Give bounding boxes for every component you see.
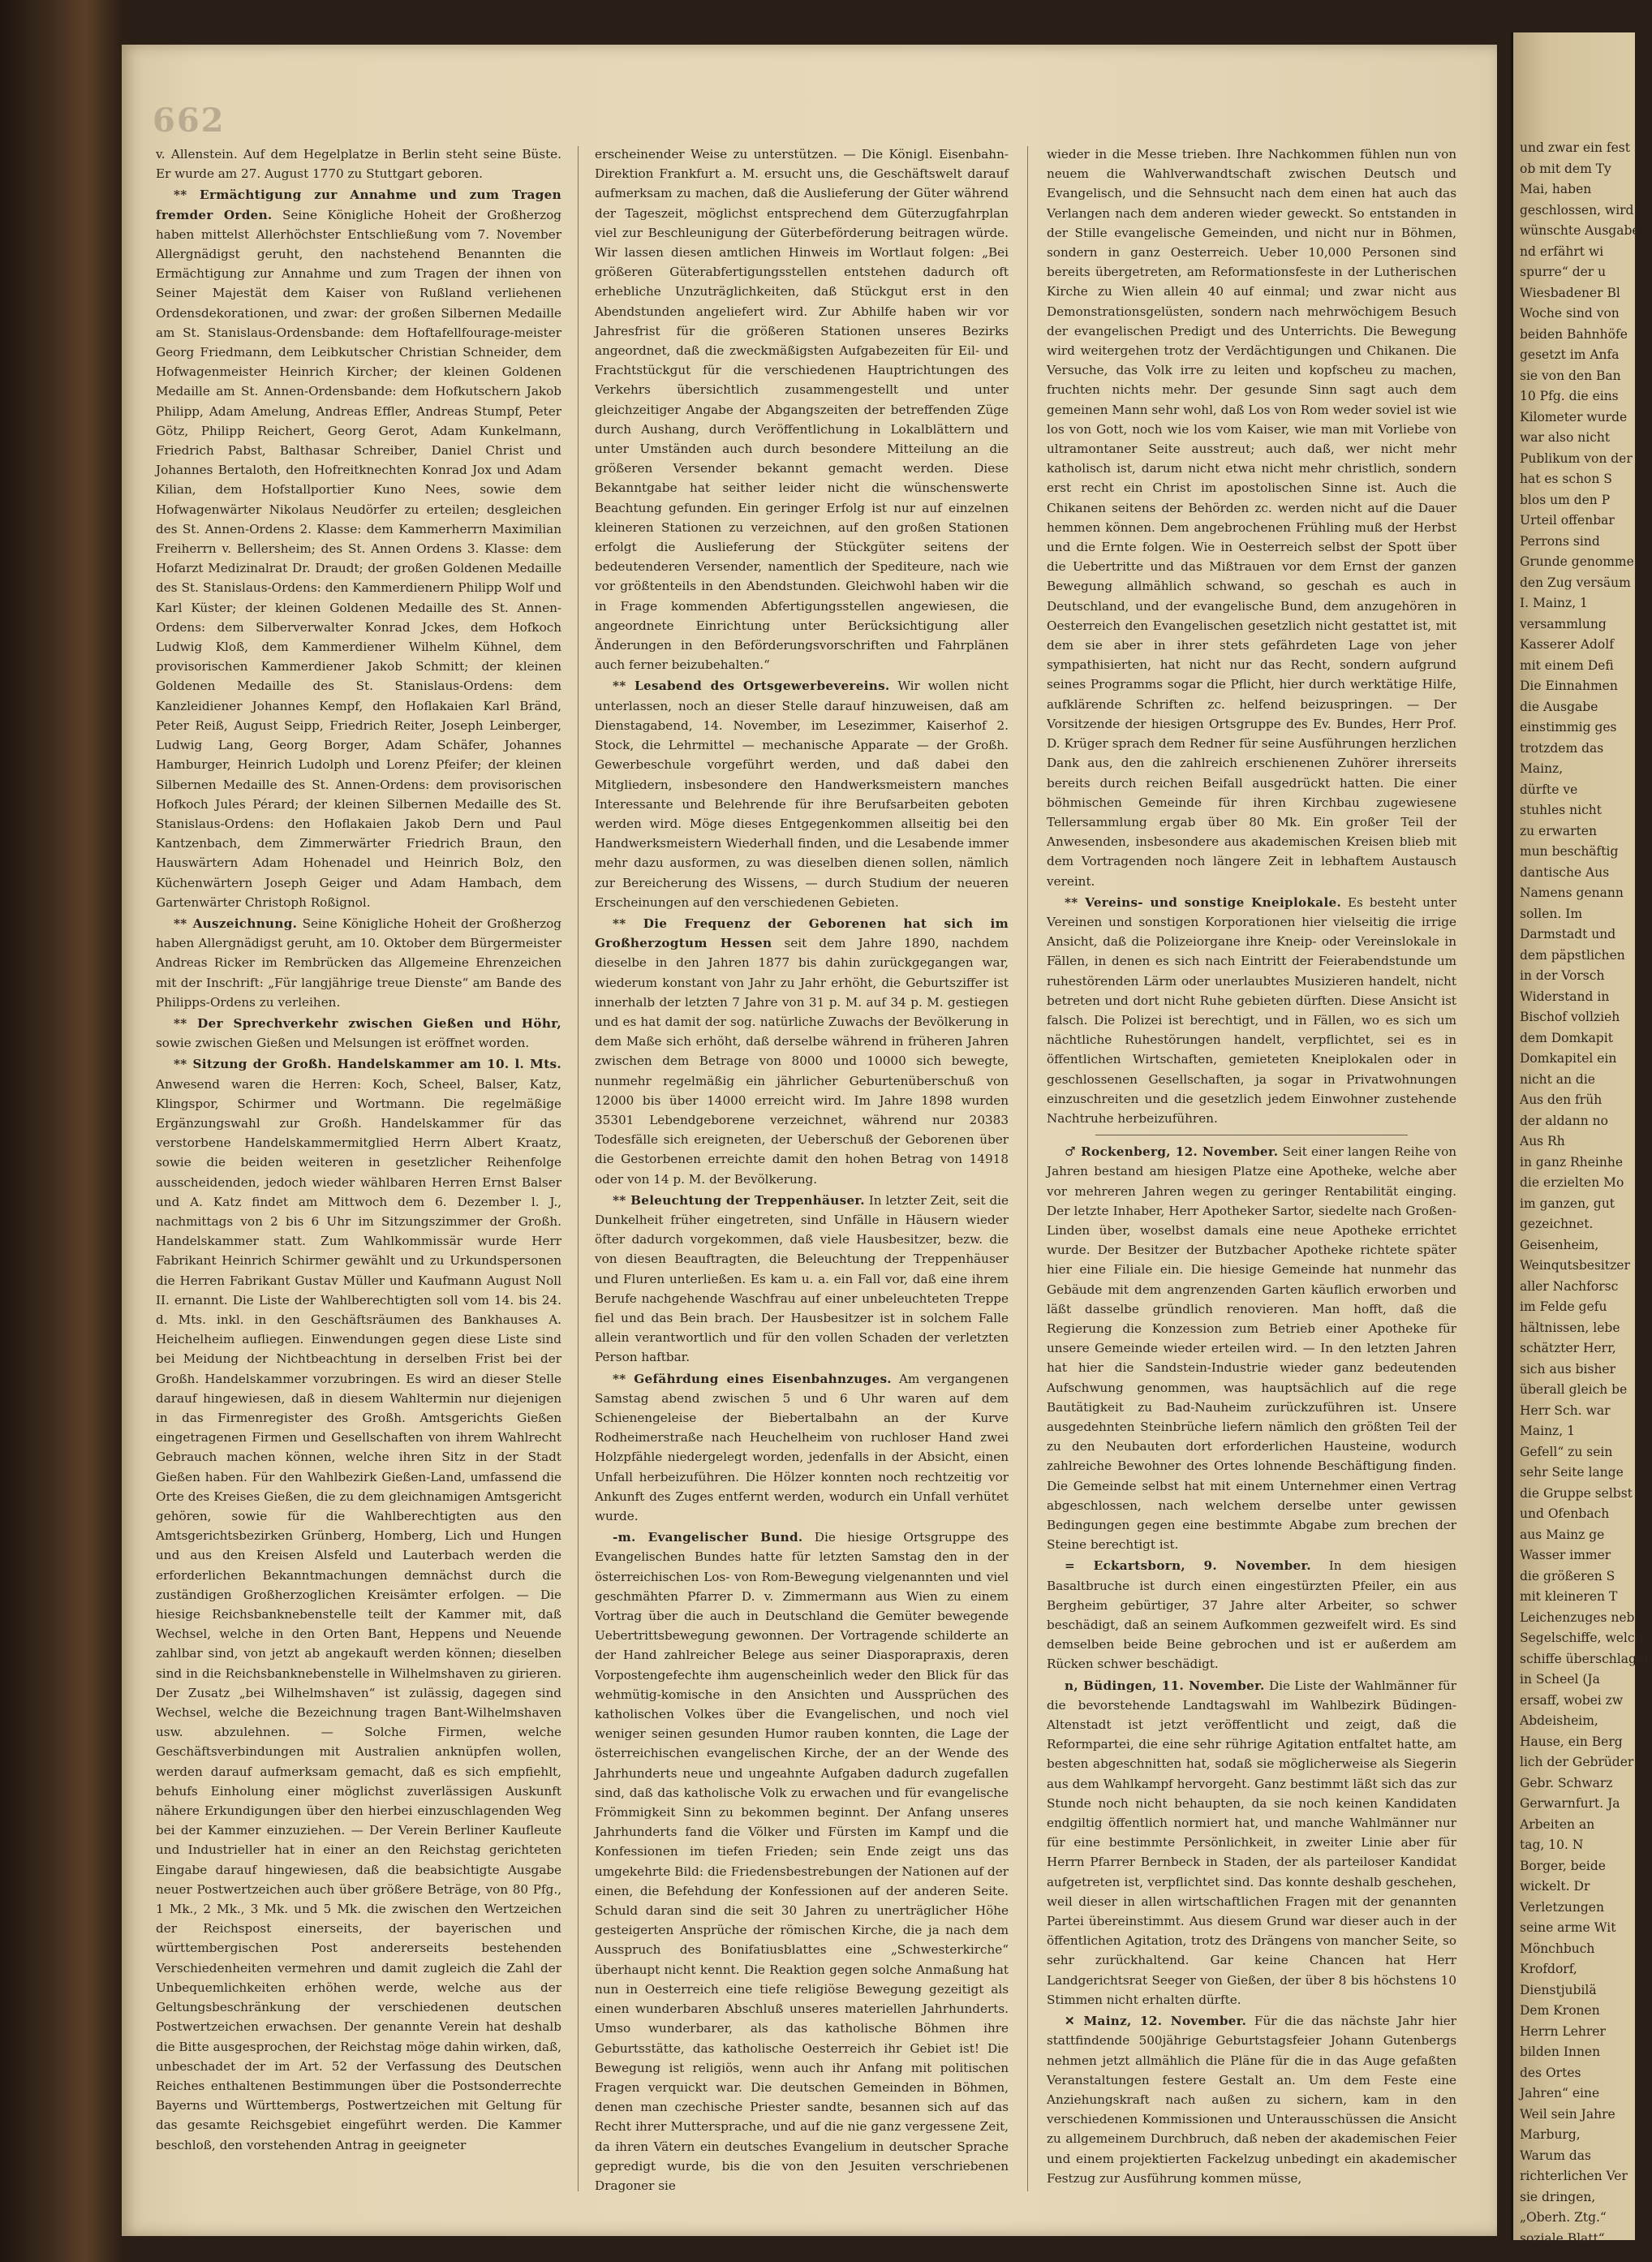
article-paragraph [1047, 1676, 1456, 2010]
article-paragraph [595, 1369, 1009, 1527]
next-page-line: Kilometer wurde [1520, 409, 1628, 424]
article-text: Wir wollen nicht unterlassen, noch an dieser Stelle darauf hinzuweisen, daß am Dienstagabend, 14. November, im Lesezimmer, Kaiserhof 2. Stock, die Lehrmittel — mechanische Apparate — der Großh. Gewerbeschule vorgeführt werden, und daß dabei den Mitgliedern, insbesondere den Handwerksmeistern manches Interessante und Belehrende für ihre Berufsarbeiten geboten werden wird. Möge dieses Entgegenkommen allseitig bei den Handwerksmeistern Wiederhall finden, und die Lesabende immer mehr dazu ausformen, zu was dieselben dienen sollen, nämlich zur Bereicherung des Wissens, — durch Studium der neueren Erscheinungen auf den verschiedenen Gebieten. [595, 679, 1009, 910]
next-page-line: richterlichen Ver [1520, 2169, 1628, 2183]
next-page-line: schiffe überschlagen [1520, 1651, 1652, 1666]
next-page-line: der aldann no [1520, 1113, 1608, 1128]
next-page-line: Mainz, 1 [1520, 1424, 1575, 1438]
article-paragraph [1047, 2011, 1456, 2188]
article-paragraph [1047, 144, 1456, 891]
next-page-line: aller Nachforsc [1520, 1278, 1619, 1294]
next-page-line: mit kleineren T [1520, 1589, 1618, 1604]
next-page-line: Aus den früh [1520, 1092, 1603, 1107]
article-headline: ** Der Sprechverkehr zwischen Gießen und Höhr, [174, 1015, 561, 1031]
article-headline: ** Vereins- und sonstige Kneiplokale. [1065, 894, 1342, 910]
article-text: Die hiesige Ortsgruppe des Evangelischen Bundes hatte für letzten Samstag den in der österreichischen Los- von Rom-Bewegung vielgenannten und viel geschmähten Pfarrer D. v. Zimmermann aus Wien zu einem Vortrag über die auch in Deutschland die Gemüter bewegende Uebertrittsbewegung gewonnen. Der Vortragende schilderte an der Hand zahlreicher Belege aus seiner Diasporapraxis, deren Vorpostengefechte ihm augenscheinlich weder den Blick für das wehmütig-komische in den Ansichten und Aussprüchen des katholischen Volkes über die Evangelischen, und noch viel weniger seinen gesunden Humor rauben konnten, die Lage der österreichischen evangelischen Kirche, der an der Wende des Jahrhunderts neue und ungeahnte Aufgaben dadurch zugefallen sind, daß das katholische Volk zu erwachen und für evangelische Frömmigkeit Sinn zu bekommen beginnt. Der Anfang unseres Jahrhunderts fand die Völker und Fürsten im Kampf und die Konfessionen im tiefen Frieden; sein Ende zeigt uns das umgekehrte Bild: die Friedensbestrebungen der Nationen auf der einen, die Befehdung der Konfessionen auf der anderen Seite. Schuld daran sind die seit 30 Jahren zu unerträglicher Höhe gesteigerten Ansprüche der römischen Kirche, die ja nach dem Ausspruch des Bonifatiusblattes eine „Schwesterkirche“ überhaupt nicht kennt. Die Reaktion gegen solche Anmaßung hat nun in Oesterreich eine tiefe religiöse Bewegung gezeitigt als einen wunderbaren Abschluß unseres materiellen Jahrhunderts. Umso wunderbarer, als das katholische Böhmen ihre Geburtsstätte, das katholische Oesterreich ihr Gebiet ist! Die Bewegung ist religiös, wenn auch ihr Anfang mit politischen Fragen verquickt war. Die deutschen Gemeinden in Böhmen, denen man czechische Priester sandte, besannen sich auf das Recht ihrer Muttersprache, und auf die nie ganz vergessene Zeit, da ihren Vätern ein deutsches Evangelium in deutscher Sprache gepredigt wurde, bis die von den Jesuiten verschriebenen Dragoner sie [595, 1530, 1009, 2193]
next-page-line: hältnissen, lebe [1520, 1320, 1620, 1335]
article-text: Es besteht unter Vereinen und sonstigen Korporationen hier vielseitig die irrige Ansicht, daß die Polizeiorgane ihre Kneip- oder Vereinslokale in Fällen, in denen es sich nach Eintritt der Feierabendstunde um ruhestörenden Lärm oder unerlaubtes Musizieren handelt, nicht betreten und dort nicht Ruhe gebieten dürften. Diese Ansicht ist falsch. Die Polizei ist berechtigt, und in Fällen, wo es sich um nächtliche Ruhestörungen handelt, verpflichtet, sei es in öffentlichen Wirtschaften, gemieteten Kneiplokalen oder in geschlossenen Gesellschaften, ja sogar in Privatwohnungen einzuschreiten und die gesetzlich jedem Einwohner zustehende Nachtruhe herbeizuführen. [1047, 894, 1456, 1126]
next-page-line: „Oberh. Ztg.“ [1520, 2210, 1607, 2225]
page-mark: 662 [153, 101, 226, 140]
article-paragraph [1047, 1142, 1456, 1554]
next-page-line: wickelt. Dr [1520, 1879, 1590, 1894]
next-page-line: lich der Gebrüder [1520, 1755, 1634, 1769]
article-paragraph [1047, 1556, 1456, 1674]
next-page-line: in ganz Rheinhe [1520, 1154, 1624, 1170]
next-page-line: sie von den Ban [1520, 368, 1621, 383]
next-page-line: Grunde genomme [1520, 554, 1634, 569]
next-page-line: dürfte ve [1520, 782, 1578, 797]
article-text: Seit einer langen Reihe von Jahren bestand am hiesigen Platze eine Apotheke, welche aber vor mehreren Jahren wegen zu geringer Rentabilität einging. Der letzte Inhaber, Herr Apotheker Sartor, siedelte nach Großen-Linden über, woselbst damals eine neue Apotheke errichtet wurde. Der Besitzer der Butzbacher Apotheke richtete später hier eine Filiale ein. Die hiesige Gemeinde hat nunmehr das Gebäude mit dem angrenzenden Garten käuflich erworben und läßt dasselbe gründlich renovieren. Man hofft, daß die Regierung die Konzession zum Betrieb einer Apotheke für unsere Gemeinde wieder erteilen wird. — In den letzten Jahren hat hier die Sandstein-Industrie wieder ganz bedeutenden Aufschwung genommen, was hauptsächlich auf die rege Bautätigkeit zu Bad-Nauheim zurückzuführen ist. Unsere ausgedehnten Steinbrüche liefern nämlich den größten Teil der zu den Neubauten dort erforderlichen Hausteine, wodurch zahlreiche Bewohner des Ortes lohnende Beschäftigung finden. Die Gemeinde selbst hat mit einem Unternehmer einen Vertrag abgeschlossen, nach welchem derselbe unter gewissen Bedingungen gegen eine bestimmte Abgabe zum brechen der Steine berechtigt ist. [1047, 1144, 1457, 1553]
article-paragraph [595, 1527, 1009, 2195]
next-page-line: beiden Bahnhöfe [1520, 326, 1628, 342]
next-page-line: Krofdorf, [1520, 1962, 1577, 1976]
next-page-line: Mai, haben [1520, 182, 1592, 196]
next-page-line: Segelschiffe, welch [1520, 1631, 1643, 1645]
article-paragraph [156, 1054, 561, 2154]
next-page-line: einstimmig ges [1520, 720, 1617, 735]
next-page-line: Verletzungen [1520, 1899, 1604, 1915]
article-paragraph [1047, 893, 1456, 1128]
next-page-line: bilden Innen [1520, 2044, 1601, 2059]
article-headline: = Eckartsborn, 9. November. [1065, 1558, 1311, 1574]
next-page-strip [1511, 32, 1652, 2246]
article-text: Die Liste der Wahlmänner für die bevorstehende Landtagswahl im Wahlbezirk Büdingen-Altenstadt ist jetzt veröffentlicht und zeigt, daß die Reformpartei, die eine sehr rührige Agitation entfaltet hatte, am besten abgeschnitten hat, sodaß sie möglicherweise als Siegerin aus dem Wahlkampf hervorgeht. Ganz bestimmt läßt sich das zur Stunde noch nicht behaupten, da sie noch keinen Kandidaten endgiltig öffentlich normiert hat, und manche Wahlmänner nur für eine bestimmte Persönlichkeit, in zweiter Linie aber für Herrn Pfarrer Bernbeck in Staden, der als parteiloser Kandidat aufgetreten ist, verpflichtet sind. Das konnte deshalb geschehen, weil dieser in allen wirtschaftlichen Fragen mit der genannten Partei übereinstimmt. Aus diesem Grund war dieser auch in der öffentlichen Agitation, trotz des Drängens von mancher Seite, so sehr zurückhaltend. Gar keine Chancen hat Herr Landgerichtsrat Seeger von Gießen, der über 8 bis höchstens 10 Stimmen nicht erhalten dürfte. [1047, 1678, 1456, 2007]
next-page-line: Namens genann [1520, 885, 1624, 900]
next-page-line: 10 Pfg. die eins [1520, 389, 1619, 403]
next-page-line: trotzdem das [1520, 740, 1604, 756]
next-page-line: stuhles nicht [1520, 803, 1602, 817]
article-paragraph [156, 1014, 561, 1053]
article-headline: ** Sitzung der Großh. Handelskammer am 10. l. Mts. [174, 1057, 561, 1072]
book-binding [0, 0, 122, 2262]
column-rule-2 [1027, 146, 1028, 2191]
article-text: Seine Königliche Hoheit der Großherzog haben Allergnädigst geruht, am 10. Oktober dem Bürgermeister Andreas Ricker im Rembrücken das Allgemeine Ehrenzeichen mit der Inschrift: „Für langjährige treue Dienste“ am Bande des Philipps-Ordens zu verleihen. [156, 916, 561, 1010]
next-page-line: in Scheel (Ja [1520, 1672, 1600, 1687]
next-page-line: Darmstadt und [1520, 927, 1616, 941]
next-page-line: sich aus bisher [1520, 1361, 1616, 1377]
next-page-line: im ganzen, gut [1520, 1196, 1615, 1211]
article-paragraph [156, 144, 561, 183]
next-page-line: des Ortes [1520, 2065, 1581, 2080]
next-page-line: I. Mainz, 1 [1520, 596, 1588, 610]
next-page-line: Domkapitel ein [1520, 1051, 1617, 1066]
article-headline: ** Lesabend des Ortsgewerbevereins. [613, 679, 890, 694]
next-page-line: Gerwarnfurt. Ja [1520, 1796, 1620, 1811]
next-page-line: Herr Sch. war [1520, 1402, 1611, 1418]
article-text: sowie zwischen Gießen und Melsungen ist eröffnet worden. [156, 1036, 530, 1051]
next-page-line: mit einem Defi [1520, 657, 1614, 673]
article-text: Am vergangenen Samstag abend zwischen 5 und 6 Uhr waren auf dem Schienengeleise der Biebertalbahn an der Kurve Rodheimerstraße nach Heuchelheim von ruchloser Hand zwei Holzpfähle niedergelegt worden, jedenfalls in der Absicht, einen Unfall herbeizuführen. Die Hölzer konnten noch rechtzeitig vor Ankunft des Zuges entfernt werden, wodurch ein Unfall verhütet wurde. [595, 1371, 1009, 1524]
next-page-line: Publikum von der [1520, 450, 1633, 466]
next-page-line: Dienstjubilä [1520, 1982, 1597, 1997]
article-headline: ** Auszeichnung. [174, 916, 298, 931]
article-headline: ** Gefährdung eines Eisenbahnzuges. [613, 1371, 892, 1386]
article-text: In dem hiesigen Basaltbruche ist durch einen eingestürzten Pfeiler, ein aus Bergheim gebürtiger, 37 Jahre alter Arbeiter, so schwer beschädigt, daß an seinem Aufkommen gezweifelt wird. Es sind demselben beide Beine gebrochen und ist er außerdem am Rücken schwer beschädigt. [1047, 1558, 1456, 1672]
article-paragraph [595, 914, 1009, 1189]
next-page-line: hat es schon S [1520, 472, 1612, 486]
article-headline: n, Büdingen, 11. November. [1065, 1678, 1265, 1693]
next-page-line: Widerstand in [1520, 989, 1610, 1004]
next-page-line: Gefell“ zu sein [1520, 1444, 1613, 1459]
next-page-line: nd erfährt wi [1520, 243, 1604, 259]
next-page-line: Urteil offenbar [1520, 513, 1615, 528]
next-page-line: Herrn Lehrer [1520, 2023, 1606, 2039]
next-page-line: Weinqutsbesitzer [1520, 1258, 1630, 1273]
next-page-line: Gebr. Schwarz [1520, 1775, 1613, 1790]
article-paragraph [595, 1191, 1009, 1368]
article-headline: ✕ Mainz, 12. November. [1065, 2014, 1247, 2029]
next-page-line: Geisenheim, [1520, 1237, 1599, 1252]
next-page-line: ersaff, wobei zw [1520, 1692, 1624, 1708]
article-text: wieder in die Messe trieben. Ihre Nachkommen fühlen nun von neuem die Wahlverwandtschaft zwischen Deutsch und Evangelisch, und die Sehnsucht nach dem einen hat auch das Verlangen nach dem anderen wieder geweckt. So entstanden in der Stille evangelische Gemeinden, und nicht nur in Böhmen, sondern in ganz Oesterreich. Ueber 10,000 Personen sind bereits übergetreten, am Reformationsfeste in der Lutherischen Kirche zu Wien allein 40 auf einmal; und zwar nicht aus Demonstrationsgelüsten, sondern nach mehrwöchigem Besuch der evangelischen Predigt und des Unterrichts. Die Bewegung wird weitergehen trotz der Verdächtigungen und Chikanen. Die Versuche, das Volk irre zu leiten und kopfscheu zu machen, fruchten nichts mehr. Der gesunde Sinn sagt auch dem gemeinen Mann sehr wohl, daß Los von Rom weder soviel ist wie los von Gott, noch wie los vom Kaiser, wie man mit Vorliebe von ultramontaner Seite ausstreut; auch daß, wer nicht mehr katholisch ist, darum nicht etwa nicht mehr christlich, sondern erst recht ein Christ im apostolischen Sinne ist. Auch die Chikanen seitens der Behörden zc. werden nicht auf die Dauer hemmen können. Dem angebrochenen Frühling muß der Herbst und die Ernte folgen. Wie in Oesterreich selbst der Spott über die Uebertritte und das Mißtrauen vor dem Ernst der ganzen Bewegung allmählich schwand, so geschah es auch in Deutschland, und der evangelische Bund, dem anzugehören in Oesterreich den Evangelischen gesetzlich nicht gestattet ist, mit dem sie aber in ihrer stets gefährdeten Lage von jeher sympathisierten, hat nicht nur das Recht, sondern aufgrund seines Programms sogar die Pflicht, hier durch werktätige Hilfe, aufklärende Schriften zc. helfend beizuspringen. — Der Vorsitzende der hiesigen Ortsgruppe des Ev. Bundes, Herr Prof. D. Krüger sprach dem Redner für seine Ausführungen herzlichen Dank aus, den die zahlreich erschienenen Zuhörer ihrerseits bereits durch reichen Beifall ausgedrückt hatten. Die einer böhmischen Gemeinde für ihren Kirchbau zugewiesene Tellersammlung ergab über 80 Mk. Ein großer Teil der Anwesenden, insbesondere aus akademischen Kreisen blieb mit dem Vortragenden noch längere Zeit in lebhaftem Austausch vereint. [1047, 147, 1456, 889]
next-page-line: Leichenzuges neb [1520, 1609, 1635, 1625]
article-headline: -m. Evangelischer Bund. [613, 1530, 803, 1545]
next-page-line: tag, 10. N [1520, 1838, 1584, 1852]
next-page-line: aus Mainz ge [1520, 1527, 1605, 1542]
article-paragraph [595, 676, 1009, 911]
next-page-line: wünschte Ausgabe [1520, 223, 1640, 238]
next-page-line: Perrons sind [1520, 533, 1600, 549]
next-page-line: zu erwarten [1520, 823, 1597, 838]
next-page-line: Abdeisheim, [1520, 1713, 1598, 1728]
next-page-line: Woche sind von [1520, 306, 1620, 321]
next-page-line: spurre“ der u [1520, 265, 1607, 279]
next-page-line: soziale Blatt“ [1520, 2230, 1605, 2246]
next-page-line: nicht an die [1520, 1071, 1595, 1087]
article-headline: ** Beleuchtung der Treppenhäuser. [613, 1192, 865, 1208]
next-page-line: dem Domkapit [1520, 1030, 1613, 1045]
article-headline: ** Die Frequenz der Geborenen hat sich im Großherzogtum Hessen [595, 916, 1009, 951]
next-page-line: gesetzt im Anfa [1520, 347, 1620, 362]
next-page-line: Borger, beide [1520, 1858, 1606, 1873]
next-page-line: Mönchbuch [1520, 1941, 1595, 1956]
article-text: Seine Königliche Hoheit der Großherzog haben mittelst Allerhöchster Entschließung vom 7. November Allergnädigst geruht, den nachstehend Benannten die Ermächtigung zur Annahme und zum Tragen der ihnen von Seiner Majestät dem Kaiser von Rußland verliehenen Ordensdekorationen, und zwar: der großen Silbernen Medaille am St. Stanislaus-Ordensbande: dem Hoftafellfourage-meister Georg Friedmann, dem Leibkutscher Christian Schneider, dem Hofwagenmeister Heinrich Kircher; der kleinen Goldenen Medaille am St. Annen-Ordensbande: dem Hofkutschern Jakob Philipp, Adam Amelung, Andreas Effler, Andreas Stumpf, Peter Götz, Philipp Reichert, Georg Gerot, Adam Kunkelmann, Friedrich Pabst, Balthasar Schreiber, Daniel Christ und Johannes Bertaloth, den Hofreitknechten Konrad Jox und Adam Kilian, dem Hofstallportier Kuno Nees, sowie dem Hofwagenwärter Nikolaus Neudörfer zu erteilen; desgleichen des St. Annen-Ordens 2. Klasse: dem Kammerherrn Maximilian Freiherrn v. Bellersheim; des St. Annen Ordens 3. Klasse: dem Hofarzt Medizinalrat Dr. Draudt; der großen Goldenen Medaille des St. Stanislaus-Ordens: den Kammerdienern Philipp Wolf und Karl Küster; der kleinen Goldenen Medaille des St. Annen-Ordens: dem Silberverwalter Konrad Jckes, dem Hofkoch Ludwig Kloß, dem Kammerdiener Wilhelm Kühnel, dem provisorischen Kammerdiener Jakob Schmitt; der kleinen Goldenen Medaille des St. Stanislaus-Ordens: dem Kanzleidiener Johannes Kempf, den Hoflakaien Karl Bränd, Peter Reiß, August Seipp, Friedrich Reiter, Joseph Leinberger, Ludwig Lang, Georg Borger, Adam Schäfer, Johannes Hamburger, Heinrich Ludolph und Lorenz Pfeifer; der kleinen Silbernen Medaille des St. Annen-Ordens: dem provisorischen Hofkoch Jules Pérard; der kleinen Silbernen Medaille des St. Stanislaus-Ordens: den Hoflakaien Jakob Dern und Paul Kantzenbach, dem Zimmerwärter Friedrich Braun, den Hauswärtern Adam Hohenadel und Heinrich Bolz, den Küchenwärtern Joseph Geiger und Adam Hambach, dem Gartenwärter Christoph Roßignol. [156, 207, 561, 910]
next-page-line: geschlossen, wird [1520, 202, 1634, 218]
next-page-line: Kasserer Adolf [1520, 637, 1614, 652]
next-page-line: die größeren S [1520, 1568, 1615, 1583]
next-page-line: sehr Seite lange [1520, 1465, 1624, 1480]
next-page-line: Weil sein Jahre [1520, 2106, 1615, 2122]
next-page-line: dantische Aus [1520, 864, 1610, 880]
next-page-line: Jahren“ eine [1520, 2086, 1600, 2100]
next-page-line: die Ausgabe [1520, 699, 1598, 714]
next-page-line: mun beschäftig [1520, 844, 1619, 859]
article-paragraph [156, 185, 561, 912]
next-page-line: in der Vorsch [1520, 968, 1605, 983]
next-page-line: und zwar ein fest [1520, 140, 1630, 155]
next-page-line: blos um den P [1520, 492, 1611, 507]
next-page-line: Aus Rh [1520, 1134, 1565, 1148]
article-text: v. Allenstein. Auf dem Hegelplatze in Berlin steht seine Büste. Er wurde am 27. August 1770 zu Stuttgart geboren. [156, 147, 561, 182]
next-page-line: sie dringen, [1520, 2189, 1596, 2204]
article-text: Für die das nächste Jahr hier stattfindende 500jährige Geburtstagsfeier Johann Gutenbergs nehmen jetzt allmählich die Pläne für die in das Auge gefaßten Veranstaltungen festere Gestalt an. Um dem Feste eine Anziehungskraft nach außen zu sichern, kam in den verschiedenen Kommissionen und Unterausschüssen die Ansicht zu allgemeinem Durchbruch, daß neben der akademischen Feier und einem projektierten Fackelzug unbedingt ein akademischer Festzug zur Ausführung kommen müsse, [1047, 2014, 1457, 2186]
next-page-line: Wasser immer [1520, 1548, 1611, 1562]
article-text: In letzter Zeit, seit die Dunkelheit früher eingetreten, sind Unfälle in Häusern wieder öfter dadurch vorgekommen, daß viele Hausbesitzer, bezw. die von diesen Beauftragten, die Beleuchtung der Treppenhäuser und Fluren unterließen. Es kam u. a. ein Fall vor, daß eine ihrem Berufe nachgehende Waschfrau auf einer unbeleuchteten Treppe fiel und das Bein brach. Der Hausbesitzer ist in solchem Falle allein verantwortlich und für den vollen Schaden der verletzten Person haftbar. [595, 1192, 1009, 1365]
article-text: Anwesend waren die Herren: Koch, Scheel, Balser, Katz, Klingspor, Schirmer und Wortmann. Die regelmäßige Ergänzungswahl zur Großh. Handelskammer für das verstorbene Handelskammermitglied Herrn Albert Kraatz, sowie die beiden weiteren in gesetzlicher Reihenfolge ausscheidenden, jedoch wieder wählbaren Herren Ernst Balser und A. Katz findet am Mittwoch dem 6. Dezember l. J., nachmittags von 2 bis 6 Uhr im Sitzungszimmer der Großh. Handelskammer statt. Zum Wahlkommissär wurde Herr Fabrikant Heinrich Schirmer gewählt und zu Urkundspersonen die Herren Fabrikant Gustav Müller und Kaufmann August Noll II. ernannt. Die Liste der Wahlberechtigten soll vom 14. bis 24. d. Mts. inkl. in den Geschäftsräumen des Bankhauses A. Heichelheim aufliegen. Einwendungen gegen diese Liste sind bei Meidung der Nichtbeachtung in derselben Frist bei der Großh. Handelskammer vorzubringen. Es wird an dieser Stelle darauf hingewiesen, daß in diesem Wahltermin nur diejenigen in das Firmenregister des Großh. Amtsgerichts Gießen eingetragenen Firmen und Gesellschaften von ihrem Wahlrecht Gebrauch machen können, welche ihren Sitz in der Stadt Gießen haben. Für den Wahlbezirk Gießen-Land, umfassend die Orte des Kreises Gießen, die zu dem gleichnamigen Amtsgericht gehören, sowie für die Wahlberechtigten aus den Amtsgerichtsbezirken Grünberg, Homberg, Lich und Hungen und aus den Kreisen Alsfeld und Lauterbach werden die erforderlichen Bekanntmachungen demnächst durch die zuständigen Großherzoglichen Kreisämter erfolgen. — Die hiesige Reichsbanknebenstelle teilt der Kammer mit, daß Wechsel, welche in den Orten Bant, Heppens und Neuende zahlbar sind, von jetzt ab angekauft werden können; dieselben sind in die Reichsbanknebenstelle in Wilhelmshaven zu girieren. Der Zusatz „bei Wilhelmshaven“ ist zulässig, dagegen sind Wechsel, welche die Bezeichnung tragen Bant-Wilhelmshaven usw. abzulehnen. — Solche Firmen, welche Geschäftsverbindungen mit Australien anknüpfen wollen, werden darauf aufmerksam gemacht, daß es sich empfiehlt, behufs Einholung einer möglichst zuverlässigen Auskunft nähere Erkundigungen über den hierbei einzuschlagenden Weg bei der Kammer einzuziehen. — Der Verein Berliner Kaufleute und Industrieller hat in einer an den Reichstag gerichteten Eingabe darauf hingewiesen, daß die beabsichtigte Ausgabe neuer Postwertzeichen auch über größere Beträge, von 80 Pfg., 1 Mk., 2 Mk., 3 Mk. und 5 Mk. die zwischen den Wertzeichen der Reichspost einerseits, der bayerischen und württembergischen Post andererseits bestehenden Verschiedenheiten vermehren und damit zugleich die Zahl der Unbequemlichkeiten erhöhen werde, welche aus der Geltungsbeschränkung der verschiedenen deutschen Postwertzeichen erwachsen. Der genannte Verein hat deshalb die Bitte ausgesprochen, der Reichstag möge dahin wirken, daß, unbeschadet der im Art. 52 der Verfassung des Deutschen Reiches enthaltenen Bestimmungen über die Postsonderrechte Bayerns und Württembergs, Postwertzeichen mit Geltung für das gesamte Reichsgebiet eingeführt werden. Die Kammer beschloß, den vorstehenden Antrag in geeigneter [156, 1076, 561, 2152]
next-page-line: Wiesbadener Bl [1520, 285, 1620, 300]
next-page-line: Dem Kronen [1520, 2003, 1600, 2018]
next-page-line: sollen. Im [1520, 906, 1583, 921]
article-paragraph [156, 914, 561, 1012]
column-3 [1047, 144, 1456, 2190]
article-text: seit dem Jahre 1890, nachdem dieselbe in den Jahren 1877 bis dahin zurückgegangen war, wiederum konstant von Jahr zu Jahr erhöht, die Geburtsziffer ist innerhalb der letzten 7 Jahre von 31 p. M. auf 34 p. M. gestiegen und es hat damit der sog. natürliche Zuwachs der Bevölkerung in dem Maße sich erhöht, daß derselbe während in früheren Jahren zwischen dem Betrage von 8000 und 10000 sich bewegte, nunmehr regelmäßig ein jährlicher Geburtenüberschuß von 12000 bis über 14000 erreicht wird. Im Jahre 1898 wurden 35301 Lebendgeborene verzeichnet, während nur 20383 Todesfälle sich ereigneten, der Ueberschuß der Geborenen über die Gestorbenen erreichte damit den hohen Betrag von 14918 oder von 14 p. M. der Bevölkerung. [595, 936, 1009, 1187]
next-page-line: Arbeiten an [1520, 1816, 1595, 1832]
next-page-line: versammlung [1520, 616, 1607, 631]
next-page-line: Die Einnahmen [1520, 679, 1618, 693]
next-page-line: und Ofenbach [1520, 1506, 1610, 1521]
article-paragraph [595, 144, 1009, 674]
column-rule-1 [578, 146, 579, 2191]
next-page-line: Warum das [1520, 2148, 1591, 2163]
next-page-line: dem päpstlichen [1520, 947, 1625, 963]
next-page-line: die Gruppe selbst [1520, 1485, 1633, 1501]
next-page-line: im Felde gefu [1520, 1299, 1607, 1314]
article-text: erscheinender Weise zu unterstützen. — Die Königl. Eisenbahn-Direktion Frankfurt a. M. ersucht uns, die Geschäftswelt darauf aufmerksam zu machen, daß die Auslieferung der Güter während der Tageszeit, möglichst entsprechend dem Güterzugfahrplan viel zur Beschleunigung der Güterbeförderung beitragen würde. Wir lassen diesen amtlichen Hinweis im Wortlaut folgen: „Bei größeren Güterabfertigungsstellen entstehen dadurch oft erhebliche Unzuträglichkeiten, daß Stückgut erst in den Abendstunden angeliefert wird. Zur Abhilfe haben wir vor Jahresfrist für die größeren Stationen unseres Bezirks angeordnet, daß die zweckmäßigsten Aufgabezeiten für Eil- und Frachtstückgut für die verschiedenen Hauptrichtungen des Verkehrs übersichtlich zusammengestellt und unter gleichzeitiger Angabe der Abgangszeiten der betreffenden Züge durch Aushang, durch Veröffentlichung in Lokalblättern und unter Umständen auch durch besondere Mitteilung an die größeren Versender bekannt gemacht werden. Diese Bekanntgabe hat seither leider nicht die wünschenswerte Beachtung gefunden. Ein geringer Erfolg ist nur auf einzelnen kleineren Stationen zu verzeichnen, auf den großen Stationen erfolgt die Auslieferung der Stückgüter seitens der bedeutenderen Versender, namentlich der Spediteure, nach wie vor größtenteils in den Abendstunden. Gleichwohl haben wir die in Frage kommenden Abfertigungsstellen angewiesen, die angeordnete Einrichtung unter Berücksichtigung aller Änderungen in den Beförderungsvorschriften und Fahrplänen auch ferner beizubehalten.“ [595, 147, 1009, 673]
next-page-line: schätzter Herr, [1520, 1341, 1616, 1355]
next-page-line: Bischof vollzieh [1520, 1010, 1620, 1024]
next-page-line: überall gleich be [1520, 1382, 1628, 1397]
article-headline: ♂ Rockenberg, 12. November. [1065, 1144, 1279, 1160]
next-page-line: ob mit dem Ty [1520, 161, 1611, 176]
next-page-line: Hause, ein Berg [1520, 1734, 1623, 1749]
next-page-line: gezeichnet. [1520, 1217, 1594, 1231]
next-page-line: Marburg, [1520, 2127, 1581, 2142]
next-page-line: den Zug versäum [1520, 575, 1631, 590]
article-headline: ** Ermächtigung zur Annahme und zum Tragen fremder Orden. [156, 187, 561, 222]
column-1 [156, 144, 561, 2190]
next-page-line: seine arme Wit [1520, 1920, 1616, 1935]
next-page-line: Mainz, [1520, 761, 1564, 776]
column-2 [595, 144, 1009, 2193]
next-page-line: die erzielten Mo [1520, 1175, 1624, 1190]
next-page-line: war also nicht [1520, 430, 1611, 445]
